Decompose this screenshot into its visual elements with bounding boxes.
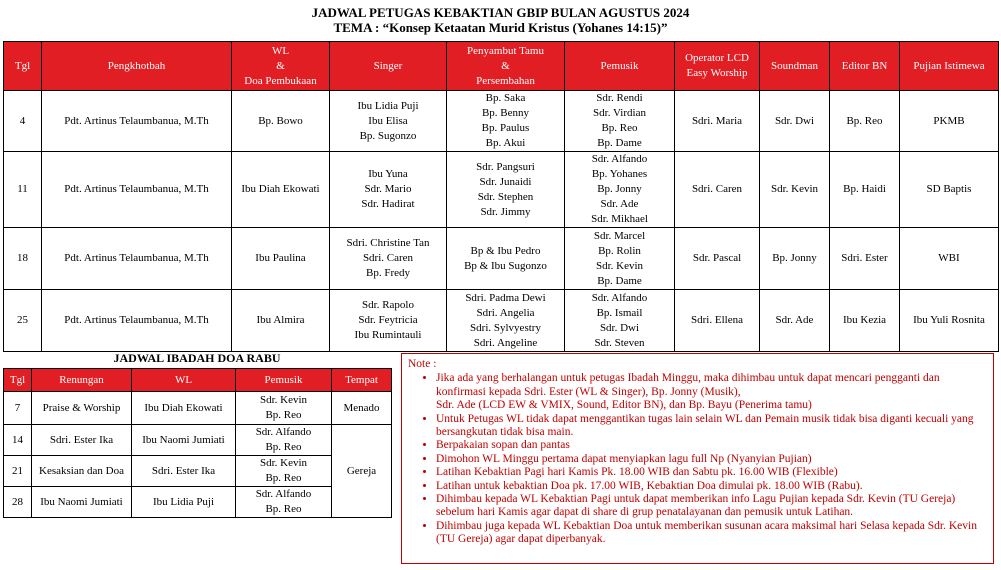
header-line: Pemusik (600, 59, 639, 72)
cell-line: Sdri. Ellena (691, 314, 743, 326)
note-text: • Jika ada yang berhalangan untuk petugas Ibadah Minggu, maka dihimbau untuk dapat mencari pengganti dan konfirmasi kepada Sdri. Ester (WL & Singer), Bp. Jonny (Musik), (436, 372, 940, 398)
table-cell (330, 152, 447, 228)
cell-line: Sdr. Virdian (593, 107, 646, 119)
column-header (330, 42, 447, 91)
column-header (447, 42, 565, 91)
table-cell (236, 425, 332, 456)
cell-line: Sdr. Kevin (595, 259, 644, 272)
table-cell (232, 228, 330, 290)
tempat-cell: Menado (332, 392, 392, 425)
table-cell: Sdri. Ester Ika (132, 456, 236, 487)
table-cell (330, 290, 447, 352)
table-cell: 14 (4, 425, 32, 456)
cell-line: Bp. Jonny (772, 252, 817, 264)
table-cell (42, 228, 232, 290)
cell-line: Sdri. Angelia (476, 306, 535, 319)
cell-line: Pdt. Artinus Telaumbanua, M.Th (64, 114, 209, 127)
note-text: Dimohon WL Minggu pertama dapat menyiapkan lagu full Np (Nyanyian Pujian) (436, 452, 812, 465)
table-cell (900, 228, 999, 290)
table-row (4, 290, 999, 352)
cell-line: Bp. Akui (485, 137, 526, 149)
cell-line: Sdr. Jimmy (480, 205, 531, 218)
cell-line: Bp. Sugonzo (359, 129, 417, 142)
table-cell (4, 290, 42, 352)
cell-line: Sdr. Kevin (259, 394, 308, 406)
column-header (4, 42, 42, 91)
cell-line: Bp. Reo (846, 114, 883, 127)
cell-line: Sdri. Padma Dewi (465, 291, 546, 304)
cell-line: Bp & Ibu Pedro (470, 244, 541, 257)
table-cell (236, 487, 332, 518)
table-cell (236, 392, 332, 425)
table-cell (760, 228, 830, 290)
cell-line: Bp. Dame (597, 137, 642, 149)
note-item (436, 466, 987, 479)
header-line: & (276, 59, 285, 72)
page-title: JADWAL PETUGAS KEBAKTIAN GBIP BULAN AGUSTUS 2024 (311, 5, 690, 20)
table-cell (565, 91, 675, 152)
header-line: Doa Pembukaan (244, 74, 317, 87)
note-item (436, 453, 987, 466)
note-item (436, 493, 987, 520)
table-cell (4, 91, 42, 152)
table-cell (760, 152, 830, 228)
cell-line: Sdri. Caren (362, 252, 414, 264)
cell-line: Ibu Lidia Puji (357, 99, 419, 112)
cell-line: Ibu Rumintauli (354, 329, 422, 341)
cell-line: Sdr. Alfando (255, 488, 312, 500)
cell-line: Bp. Reo (265, 503, 302, 515)
cell-line: Sdr. Rendi (596, 92, 643, 104)
cell-line: Ibu Diah Ekowati (241, 183, 320, 195)
doa-schedule-table (3, 368, 392, 518)
cell-line: Bp. Reo (265, 409, 302, 421)
cell-line: Bp. Bowo (258, 114, 303, 127)
table-row (4, 152, 999, 228)
table-cell (447, 91, 565, 152)
table-cell (900, 152, 999, 228)
table-cell: 21 (4, 456, 32, 487)
cell-line: 25 (17, 314, 28, 326)
table-cell (42, 152, 232, 228)
cell-line: Bp. Dame (597, 274, 642, 287)
cell-line: Sdri. Ester (841, 252, 888, 264)
cell-line: Pdt. Artinus Telaumbanua, M.Th (64, 314, 209, 326)
cell-line: Ibu Yuna (368, 168, 408, 180)
header-line: Operator LCD (685, 52, 749, 64)
table-cell (760, 91, 830, 152)
header-line: Singer (373, 59, 403, 72)
note-text: Latihan Kebaktian Pagi hari Kamis Pk. 18.00 WIB dan Sabtu pk. 16.00 WIB (Flexible) (436, 466, 838, 479)
cell-line: Sdr. Kevin (770, 183, 819, 195)
table-cell (830, 152, 900, 228)
page-theme: TEMA : “Konsep Ketaatan Murid Kristus (Yohanes 14:15)” (333, 20, 668, 35)
table-cell (4, 228, 42, 290)
cell-line: Sdr. Marcel (593, 229, 646, 242)
table-cell (830, 91, 900, 152)
cell-line: Sdr. Junaidi (479, 175, 532, 188)
header-line: Editor BN (841, 59, 888, 72)
table-cell (675, 290, 760, 352)
table-row (4, 392, 392, 425)
table-cell (675, 91, 760, 152)
cell-line: Sdr. Alfando (255, 426, 312, 438)
note-heading: Note : (408, 358, 437, 370)
table-cell (236, 456, 332, 487)
column-header: Tempat (332, 369, 392, 392)
cell-line: Ibu Almira (256, 314, 305, 326)
table-cell (232, 91, 330, 152)
note-item (436, 439, 987, 452)
cell-line: Sdri. Caren (691, 183, 743, 195)
cell-line: Bp. Paulus (481, 122, 530, 134)
note-text: Sdr. Ade (LCD EW & VMIX, Sound, Editor BN), dan Bp. Bayu (Penerima tamu) (436, 399, 812, 412)
note-box (401, 353, 994, 564)
table-cell (4, 152, 42, 228)
column-header (900, 42, 999, 91)
table-cell: Sdri. Ester Ika (32, 425, 132, 456)
column-header (675, 42, 760, 91)
cell-line: 11 (17, 183, 28, 195)
cell-line: Bp. Jonny (597, 183, 642, 195)
header-line: Pengkhotbah (107, 59, 166, 72)
cell-line: WBI (938, 252, 960, 264)
table-cell: Ibu Naomi Jumiati (32, 487, 132, 518)
column-header: Pemusik (236, 369, 332, 392)
cell-line: Bp. Haidi (843, 183, 886, 195)
table-cell (900, 91, 999, 152)
note-item (436, 480, 987, 493)
table-cell: 7 (4, 392, 32, 425)
table-cell (447, 228, 565, 290)
note-text: Untuk Petugas WL tidak dapat menggantikan tugas lain selain WL dan Pemain musik tidak bisa diganti kecuali yang bersangkutan tidak bisa main. (436, 412, 974, 439)
table-cell (42, 290, 232, 352)
header-line: Easy Worship (686, 67, 748, 79)
cell-line: Bp. Reo (265, 472, 302, 484)
cell-line: Ibu Elisa (368, 114, 408, 127)
header-line: Soundman (770, 59, 819, 72)
cell-line: Sdr. Pangsuri (476, 160, 535, 173)
cell-line: Bp. Reo (601, 122, 638, 134)
cell-line: Sdri. Christine Tan (346, 237, 430, 249)
cell-line: 18 (17, 252, 28, 264)
cell-line: 4 (19, 114, 26, 127)
column-header: Tgl (4, 369, 32, 392)
header-line: Persembahan (476, 74, 535, 87)
cell-line: Bp. Fredy (366, 267, 410, 279)
header-line: Tgl (14, 59, 31, 72)
cell-line: SD Baptis (926, 183, 972, 195)
cell-line: Sdr. Ade (775, 314, 814, 326)
cell-line: Sdr. Stephen (477, 190, 534, 203)
main-schedule-table (3, 41, 999, 352)
column-header (232, 42, 330, 91)
cell-line: Sdr. Kevin (259, 457, 308, 469)
table-cell (565, 228, 675, 290)
table-cell (565, 290, 675, 352)
cell-line: Sdri. Sylvyestry (470, 321, 541, 334)
table-cell: Ibu Lidia Puji (132, 487, 236, 518)
cell-line: Sdr. Alfando (591, 153, 648, 165)
table-cell (675, 228, 760, 290)
cell-line: Bp. Reo (265, 441, 302, 453)
cell-line: Sdr. Pascal (692, 252, 742, 264)
cell-line: Pdt. Artinus Telaumbanua, M.Th (64, 183, 209, 195)
note-text: Latihan untuk kebaktian Doa pk. 17.00 WIB, Kebaktian Doa dimulai pk. 18.00 WIB (Rabu). (436, 479, 863, 492)
table-cell (900, 290, 999, 352)
table-cell (330, 228, 447, 290)
table-cell (675, 152, 760, 228)
doa-title: JADWAL IBADAH DOA RABU (113, 351, 281, 365)
note-text: Dihimbau juga kepada WL Kebaktian Doa untuk memberikan susunan acara maksimal hari Selasa kepada Sdr. Kevin (TU Gereja) agar dapat diperbanyak. (436, 519, 977, 546)
cell-line: Bp & Ibu Sugonzo (464, 259, 547, 272)
table-cell: Kesaksian dan Doa (32, 456, 132, 487)
table-cell: Ibu Diah Ekowati (132, 392, 236, 425)
note-item (436, 372, 987, 412)
table-cell: Praise & Worship (32, 392, 132, 425)
note-item (436, 413, 987, 440)
cell-line: Sdr. Dwi (599, 321, 640, 334)
cell-line: Ibu Yuli Rosnita (913, 314, 985, 326)
cell-line: Sdri. Angeline (473, 336, 538, 349)
column-header: WL (132, 369, 236, 392)
cell-line: Bp. Rolin (598, 244, 641, 257)
header-line: WL (271, 44, 290, 57)
cell-line: Sdr. Feytricia (358, 314, 418, 326)
table-cell (830, 290, 900, 352)
note-list (408, 372, 987, 546)
header-line: Pujian Istimewa (913, 59, 985, 72)
table-cell (330, 91, 447, 152)
header-line: & (501, 59, 510, 72)
cell-line: Sdr. Mario (364, 183, 412, 195)
column-header: Renungan (32, 369, 132, 392)
table-cell (830, 228, 900, 290)
cell-line: Sdr. Steven (594, 336, 645, 349)
table-row (4, 425, 392, 456)
cell-line: Sdr. Dwi (774, 114, 815, 127)
column-header (830, 42, 900, 91)
note-text: Berpakaian sopan dan pantas (436, 439, 570, 452)
tempat-cell: Gereja (332, 425, 392, 518)
cell-line: Sdr. Mikhael (591, 213, 648, 225)
table-row (4, 228, 999, 290)
cell-line: Bp. Yohanes (591, 168, 648, 180)
table-cell: Ibu Naomi Jumiati (132, 425, 236, 456)
cell-line: Bp. Ismail (596, 306, 643, 319)
table-cell (232, 152, 330, 228)
table-cell (447, 152, 565, 228)
cell-line: Ibu Paulina (255, 252, 306, 264)
table-cell: 28 (4, 487, 32, 518)
table-cell (42, 91, 232, 152)
cell-line: PKMB (933, 114, 965, 127)
cell-line: Bp. Saka (485, 92, 526, 104)
cell-line: Bp. Benny (481, 107, 530, 119)
cell-line: Sdr. Rapolo (362, 299, 414, 311)
header-line: Penyambut Tamu (467, 44, 544, 57)
column-header (42, 42, 232, 91)
note-text: Dihimbau kepada WL Kebaktian Pagi untuk dapat memberikan info Lagu Pujian kepada Sdr. Kevin (TU Gereja) sebelum hari Kamis agar dapat di share di grup penatalayanan dan pemusik untuk Latihan. (436, 493, 956, 519)
cell-line: Pdt. Artinus Telaumbanua, M.Th (64, 252, 209, 264)
table-cell (760, 290, 830, 352)
table-cell (232, 290, 330, 352)
note-item (436, 520, 987, 547)
table-cell (565, 152, 675, 228)
table-row (4, 91, 999, 152)
cell-line: Ibu Kezia (842, 314, 887, 326)
column-header (760, 42, 830, 91)
table-cell (447, 290, 565, 352)
cell-line: Sdr. Alfando (591, 291, 648, 304)
cell-line: Sdr. Hadirat (361, 198, 415, 210)
column-header (565, 42, 675, 91)
cell-line: Sdr. Ade (600, 198, 639, 210)
cell-line: Sdri. Maria (691, 114, 743, 127)
